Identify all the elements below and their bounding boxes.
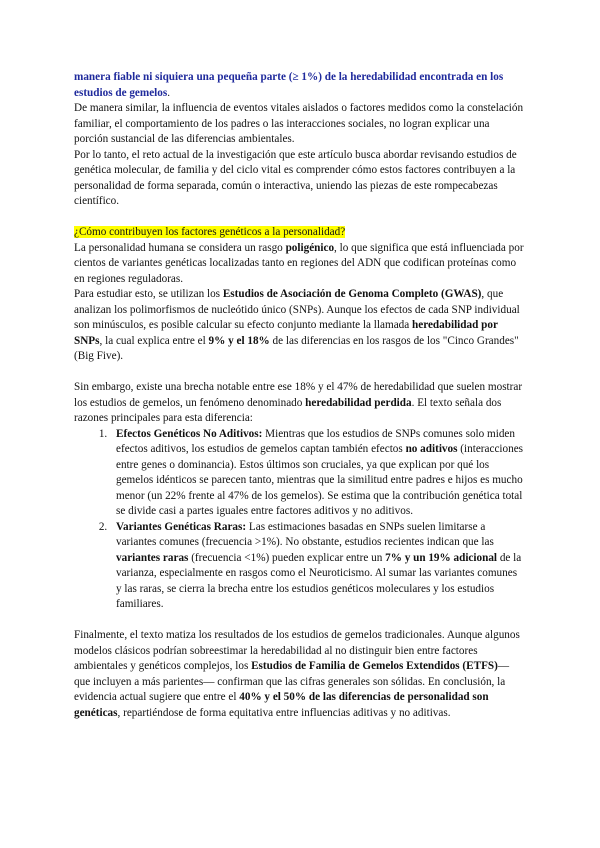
section-paragraph-3: Sin embargo, existe una brecha notable entre ese 18% y el 47% de heredabilidad que suelen mostrar los estudios de gemelos, un fenómeno denominado heredabilidad perdida. El texto señala dos razones principales para esta diferencia:	[74, 381, 523, 424]
section-paragraph-2: Para estudiar esto, se utilizan los Estudios de Asociación de Genoma Completo (GWAS), que analizan los polimorfismos de nucleótido único (SNPs). Aunque los efectos de cada SNP individual son minúsculos, es posible calcular su efecto conjunto mediante la llamada heredabilidad por SNPs, la cual explica entre el 9% y el 18% de las diferencias en los rasgos de los "Cinco Grandes" (Big Five).	[74, 288, 520, 362]
list-item: 1. Efectos Genéticos No Aditivos: Mientras que los estudios de SNPs comunes solo miden efectos aditivos, los estudios de gemelos captan también efectos no aditivos (interacciones entre genes o dominancia). Estos últimos son cruciales, ya que explican por qué los gemelos idénticos se parecen tanto, mientras que la similitud entre padres e hijos es mucho menor (un 22% frente al 47% de los gemelos). Se estima que la contribución genética total se divide casi a partes iguales entre factores aditivos y no aditivos.	[110, 427, 524, 520]
intro-bold-text: manera fiable ni siquiera una pequeña parte (≥ 1%) de la heredabilidad encontrada en los estudios de gemelos	[74, 71, 504, 99]
conclusion-paragraph: Finalmente, el texto matiza los resultados de los estudios de gemelos tradicionales. Aunque algunos modelos clásicos podrían sobreestimar la heredabilidad al no distinguir bien entre factores ambientales y genéticos complejos, los Estudios de Familia de Gemelos Extendidos (ETFS)—que incluyen a más parientes— confirman que las cifras generales son sólidas. En conclusión, la evidencia actual sugiere que entre el 40% y el 50% de las diferencias de personalidad son genéticas, repartiéndose de forma equitativa entre influencias aditivas y no aditivas.	[74, 629, 520, 719]
intro-continuation: manera fiable ni siquiera una pequeña parte (≥ 1%) de la heredabilidad encontrada en los estudios de gemelos.	[74, 71, 504, 99]
reasons-list	[74, 427, 524, 613]
section-paragraph-1: La personalidad humana se considera un rasgo poligénico, lo que significa que está influenciada por cientos de variantes genéticas localizadas tanto en regiones del ADN que codifican proteínas como en regiones reguladoras.	[74, 241, 524, 285]
list-item: 2. Variantes Genéticas Raras: Las estimaciones basadas en SNPs suelen limitarse a variantes comunes (frecuencia >1%). No obstante, estudios recientes indican que las variantes raras (frecuencia <1%) pueden explicar entre un 7% y un 19% adicional de la varianza, especialmente en rasgos como el Neuroticismo. Al sumar las variantes comunes y las raras, se cierra la brecha entre los estudios genéticos moleculares y los estudios familiares.	[110, 520, 524, 613]
intro-paragraph-2: Por lo tanto, el reto actual de la investigación que este artículo busca abordar revisando estudios de genética molecular, de familia y del ciclo vital es comprender cómo estos factores contribuyen a la personalidad de forma separada, común o interactiva, uniendo las piezas de este rompecabezas científico.	[74, 148, 517, 207]
section-heading: ¿Cómo contribuyen los factores genéticos a la personalidad?	[74, 226, 346, 238]
intro-paragraph-1: De manera similar, la influencia de eventos vitales aislados o factores medidos como la constelación familiar, el comportamiento de los padres o las interacciones sociales, no logran explicar una porción sustancial de las diferencias ambientales.	[74, 102, 524, 145]
